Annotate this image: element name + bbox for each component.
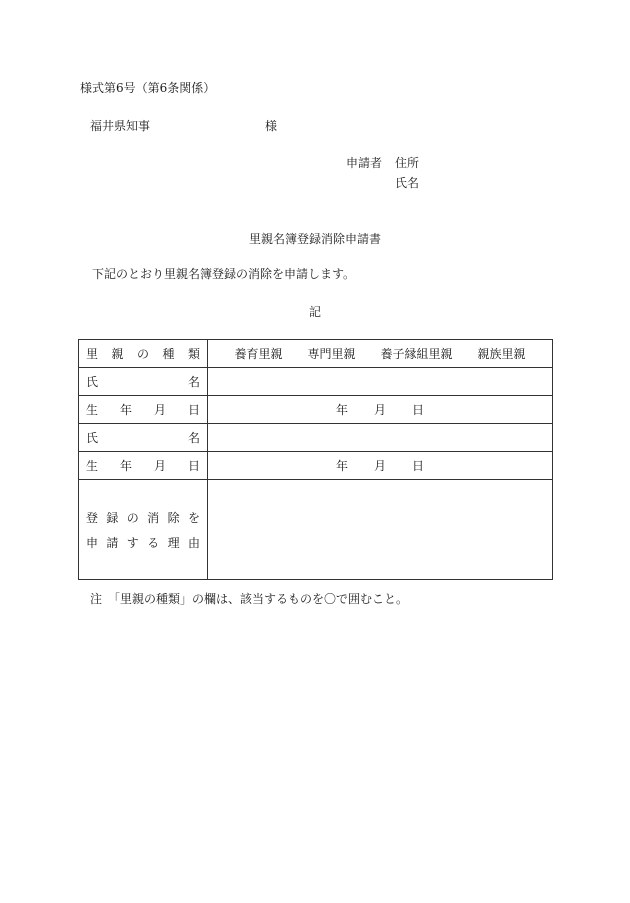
name-label-cell (79, 368, 208, 396)
addressee-suffix: 様 (265, 119, 278, 133)
reason-label-char: 除 (167, 510, 180, 525)
table-row-type (79, 340, 553, 368)
reason-label-char: を (187, 510, 200, 525)
reason-label-char: の (126, 510, 139, 525)
name-label-cell (79, 424, 208, 452)
ki-heading: 記 (308, 305, 321, 319)
reason-label-char: る (147, 535, 160, 550)
type-options-cell (208, 340, 553, 368)
birth-label-cell (79, 452, 208, 480)
birth-label-cell (79, 396, 208, 424)
type-option-yoiku[interactable]: 養育里親 (234, 347, 283, 361)
type-option-senmon[interactable]: 専門里親 (307, 347, 356, 361)
applicant-name-label: 氏名 (395, 176, 420, 190)
birth-input-cell-1[interactable] (208, 396, 553, 424)
name-label-char: 氏 (86, 375, 99, 389)
reason-label-char: 消 (147, 510, 160, 525)
reason-label-char: 申 (86, 535, 99, 550)
type-label-char: 里 (86, 347, 99, 361)
name-input-cell-2[interactable] (208, 424, 553, 452)
birth-label-char: 日 (187, 459, 200, 473)
birth-label-char: 月 (153, 403, 166, 417)
form-number: 様式第6号（第6条関係） (80, 81, 216, 95)
reason-input-cell[interactable] (208, 480, 553, 580)
type-label-char: の (136, 347, 149, 361)
type-option-shinzoku[interactable]: 親族里親 (477, 347, 526, 361)
table-row-reason (79, 480, 553, 580)
birth-year-label: 年 (335, 403, 348, 417)
birth-label-char: 生 (86, 459, 99, 473)
reason-label-cell (79, 480, 208, 580)
applicant-label: 申請者 (346, 156, 383, 170)
birth-label-char: 年 (119, 403, 132, 417)
birth-month-label: 月 (373, 403, 386, 417)
reason-label-char: 請 (106, 535, 119, 550)
reason-label-char: 由 (187, 535, 200, 550)
birth-year-label: 年 (335, 459, 348, 473)
reason-label-char: 理 (167, 535, 180, 550)
footnote: 注 「里親の種類」の欄は、該当するものを〇で囲むこと。 (90, 592, 409, 606)
birth-label-char: 生 (86, 403, 99, 417)
birth-label-char: 月 (153, 459, 166, 473)
reason-label-char: 録 (106, 510, 119, 525)
type-label-char: 種 (162, 347, 175, 361)
type-label-char: 類 (187, 347, 200, 361)
birth-month-label: 月 (373, 459, 386, 473)
name-label-char: 名 (187, 431, 200, 445)
name-label-char: 名 (187, 375, 200, 389)
birth-label-char: 日 (187, 403, 200, 417)
name-label-char: 氏 (86, 431, 99, 445)
type-label-char: 親 (111, 347, 124, 361)
table-row-name-2 (79, 424, 553, 452)
birth-day-label: 日 (412, 403, 425, 417)
application-table (78, 339, 553, 580)
birth-day-label: 日 (412, 459, 425, 473)
reason-label-char: す (126, 535, 139, 550)
type-option-yoshi-engumi[interactable]: 養子縁組里親 (380, 347, 453, 361)
birth-input-cell-2[interactable] (208, 452, 553, 480)
name-input-cell-1[interactable] (208, 368, 553, 396)
birth-label-char: 年 (119, 459, 132, 473)
address-label: 住所 (395, 156, 420, 170)
table-row-birth-1 (79, 396, 553, 424)
table-row-birth-2 (79, 452, 553, 480)
reason-label-char: 登 (86, 510, 99, 525)
table-row-name-1 (79, 368, 553, 396)
document-title: 里親名簿登録消除申請書 (248, 232, 381, 246)
type-label-cell (79, 340, 208, 368)
addressee: 福井県知事 (90, 119, 151, 133)
intro-text: 下記のとおり里親名簿登録の消除を申請します。 (92, 267, 356, 281)
